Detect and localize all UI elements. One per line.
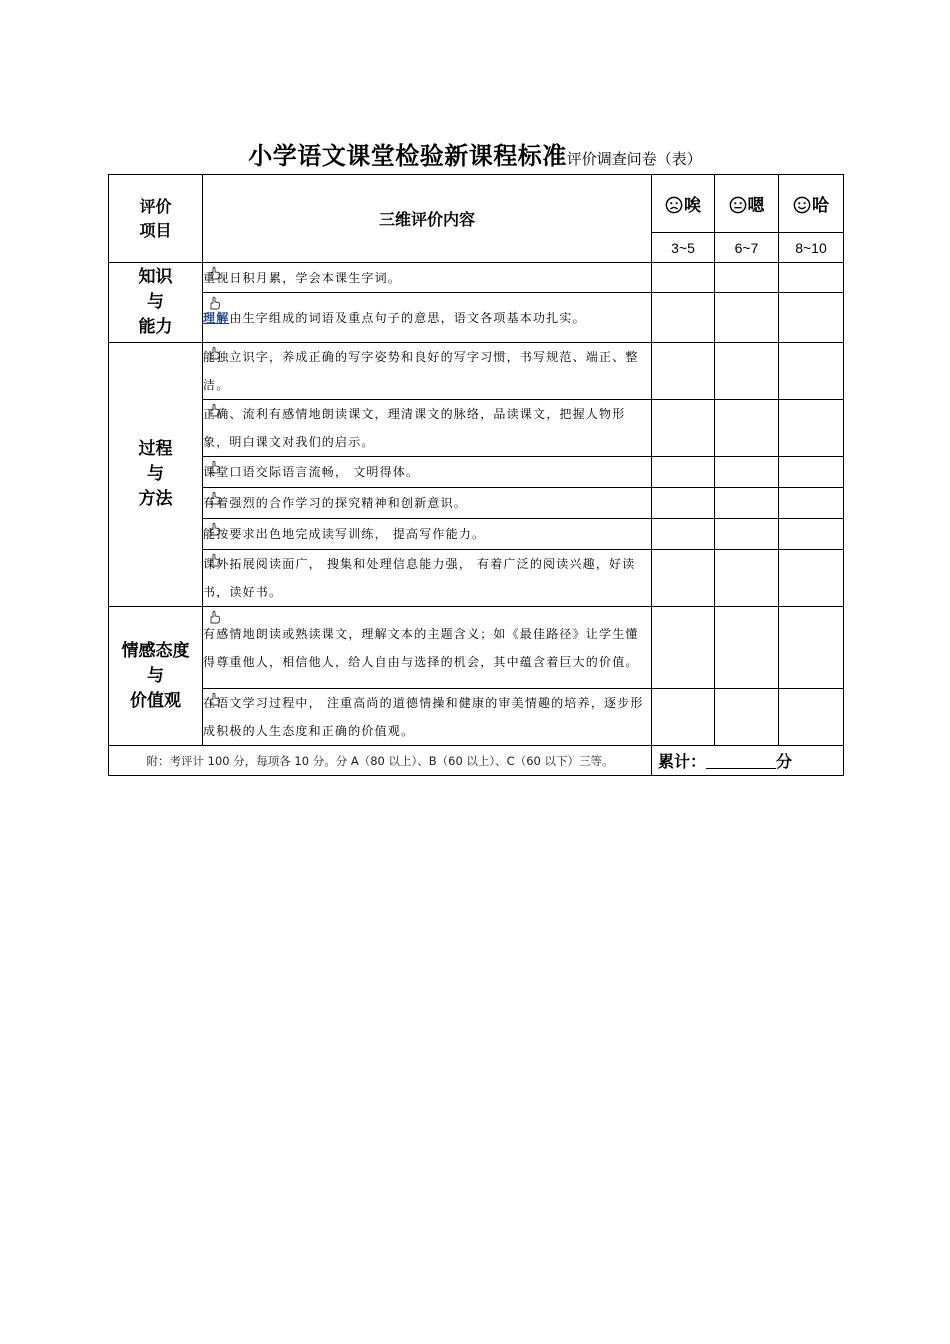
pointing-hand-icon [209,403,221,417]
section-knowledge [109,263,203,343]
section-process [109,343,203,607]
score-cell[interactable] [715,457,779,488]
pointing-hand-icon [209,460,221,474]
score-cell[interactable] [779,263,844,293]
happy-face-icon [793,196,811,214]
pointing-hand-icon [209,522,221,536]
total-score [652,746,844,776]
understand-link[interactable]: 理解 [203,310,230,325]
score-cell[interactable] [779,488,844,519]
pointing-hand-icon [209,692,221,706]
score-cell[interactable] [652,689,715,746]
score-cell[interactable] [715,263,779,293]
header-category [109,175,203,263]
table-row [109,400,844,457]
score-cell[interactable] [652,457,715,488]
section-name-line: 方法 [138,489,173,509]
score-range-happy: 8~10 [779,233,844,263]
evaluation-table [108,174,844,776]
criterion-text: 在语文学习过程中， 注重高尚的道德情操和健康的审美情趣的培养，逐步形成积极的人生态度和正确的价值观。 [203,696,644,738]
score-cell[interactable] [715,293,779,343]
header-mood-sad [652,175,715,233]
pointing-hand-icon [209,266,221,280]
criterion-item [203,457,652,488]
mood-happy-label: 哈 [812,196,829,216]
mood-neutral-label: 嗯 [747,196,765,216]
total-label: 累计： [658,752,707,771]
score-range-neutral: 6~7 [715,233,779,263]
title-main: 小学语文课堂检验新课程标准 [248,141,567,170]
table-row [109,746,844,776]
table-row [109,263,844,293]
header-mood-happy [779,175,844,233]
score-cell[interactable] [715,550,779,607]
criterion-text: 正确、流利有感情地朗读课文，理清课文的脉络，品读课文，把握人物形象，明白课文对我们的启示。 [203,407,626,449]
section-attitude [109,607,203,746]
score-cell[interactable] [779,550,844,607]
criterion-text: 课外拓展阅读面广， 搜集和处理信息能力强， 有着广泛的阅读兴趣，好读书，读好书。 [203,557,636,599]
criterion-item [203,607,652,689]
criterion-text: 重视日积月累，学会本课生字词。 [203,270,402,285]
section-name-line: 与 [147,665,164,686]
section-name-line: 情感态度 [121,640,190,661]
score-cell[interactable] [715,689,779,746]
table-row [109,519,844,550]
header-category-line1: 评价 [139,196,172,216]
header-mood-neutral [715,175,779,233]
mood-sad-label: 唉 [684,196,701,216]
score-cell[interactable] [652,607,715,689]
pointing-hand-icon [209,553,221,567]
score-cell[interactable] [652,293,715,343]
criterion-item [203,488,652,519]
criterion-text: 能独立识字，养成正确的写字姿势和良好的写字习惯，书写规范、端正、整洁。 [203,350,639,392]
title-sub: 评价调查问卷（表） [566,150,702,168]
table-row [109,607,844,689]
pointing-hand-icon [209,296,221,310]
table-row [109,457,844,488]
score-cell[interactable] [652,343,715,400]
criterion-item [203,293,652,343]
neutral-face-icon [729,196,747,214]
score-cell[interactable] [779,400,844,457]
criterion-item [203,400,652,457]
criterion-item [203,519,652,550]
criterion-item [203,550,652,607]
score-cell[interactable] [652,488,715,519]
pointing-hand-icon [209,346,221,360]
criterion-item [203,343,652,400]
header-content: 三维评价内容 [203,175,652,263]
scoring-note: 附：考评计 100 分，每项各 10 分。分 A（80 以上）、B（60 以上）、C（60 以下）三等。 [109,746,652,776]
criterion-text: 课堂口语交际语言流畅， 文明得体。 [203,465,420,479]
section-name-line: 与 [147,292,164,312]
score-cell[interactable] [652,550,715,607]
criterion-item [203,689,652,746]
score-cell[interactable] [779,343,844,400]
criterion-text: 有着强烈的合作学习的探究精神和创新意识。 [203,496,468,510]
score-cell[interactable] [779,457,844,488]
total-unit: 分 [776,752,793,771]
section-name-line: 与 [147,464,164,484]
score-cell[interactable] [652,263,715,293]
total-blank-field[interactable] [706,752,776,769]
score-range-sad: 3~5 [652,233,715,263]
score-cell[interactable] [652,519,715,550]
table-row [109,550,844,607]
score-cell[interactable] [715,519,779,550]
score-cell[interactable] [715,400,779,457]
section-name-line: 价值观 [130,690,181,711]
pointing-hand-icon [209,491,221,505]
score-cell[interactable] [779,519,844,550]
table-row [109,293,844,343]
score-cell[interactable] [779,689,844,746]
sad-face-icon [665,196,683,214]
score-cell[interactable] [779,607,844,689]
criterion-text: 能按要求出色地完成读写训练， 提高写作能力。 [203,527,486,541]
table-row [109,343,844,400]
score-cell[interactable] [652,400,715,457]
score-cell[interactable] [779,293,844,343]
criterion-item [203,263,652,293]
criterion-text: 由生字组成的词语及重点句子的意思，语文各项基本功扎实。 [229,310,586,325]
criterion-text: 有感情地朗读或熟读课文，理解文本的主题含义；如《最佳路径》让学生懂得尊重他人，相信他人，给人自由与选择的机会，其中蕴含着巨大的价值。 [203,626,639,669]
section-name-line: 知识 [138,267,173,287]
score-cell[interactable] [715,488,779,519]
document-title [0,136,950,171]
pointing-hand-icon [209,610,221,624]
section-name-line: 过程 [138,439,173,459]
table-row [109,488,844,519]
score-cell[interactable] [715,343,779,400]
header-category-line2: 项目 [139,220,172,240]
score-cell[interactable] [715,607,779,689]
section-name-line: 能力 [138,317,173,337]
table-row [109,689,844,746]
